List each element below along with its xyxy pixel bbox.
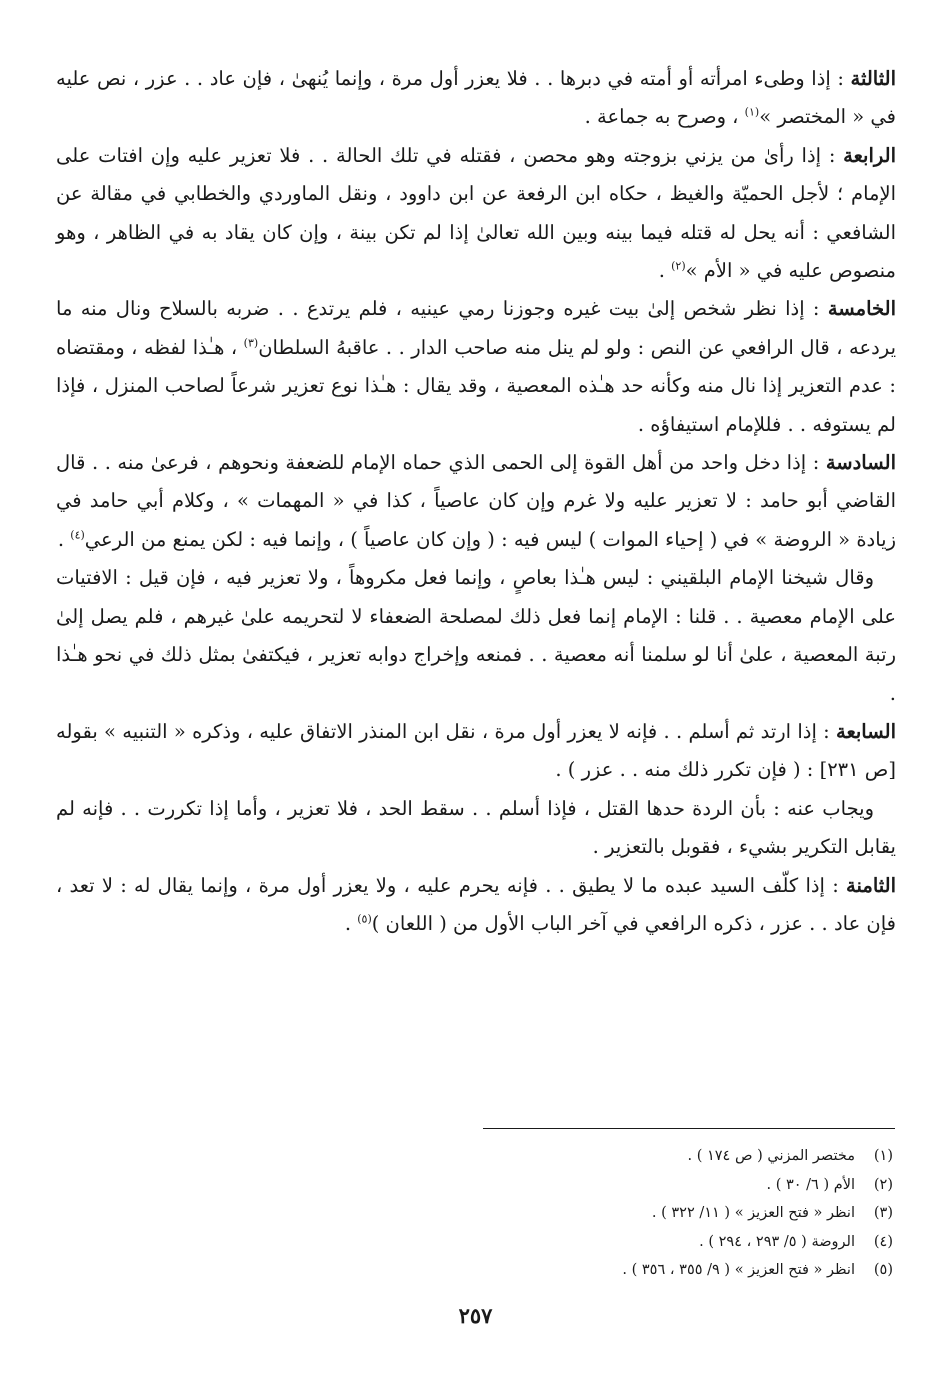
footnote-number: (٢) [873,1176,893,1193]
footnote-number: (١) [873,1148,893,1164]
footnote-text: انظر « فتح العزيز » ( ١١/ ٣٢٢ ) . [651,1205,855,1221]
footnote-item [293,1199,893,1228]
paragraph-label: الخامسة [827,297,896,321]
paragraph-text: ويجاب عنه : بأن الردة حدها القتل ، فإذا أسلم . . سقط الحد ، فلا تعزير ، وأما إذا تكررت . . فإنه لم يقابل التكرير بشيء ، فقوبل بالتعزير . [56,796,896,859]
paragraph-third [56,60,896,137]
footnote-item [293,1256,893,1285]
footnote-number: (٥) [873,1262,893,1278]
footnote-ref: (٣) [243,336,259,350]
paragraph-text: : إذا نظر شخص إلىٰ بيت غيره وجوزنا رمي عينيه ، فلم يرتدع . . ضربه بالسلاح ونال منه ما يردعه ، قال الرافعي عن النص : ولو لم ينل منه صاحب الدار . . عاقبهُ السلطان [56,297,896,359]
paragraph-fourth [56,137,896,291]
footnote-separator [483,1128,895,1129]
paragraph-text: : إذا ارتد ثم أسلم . . فإنه لا يعزر أول مرة ، نقل ابن المنذر الاتفاق عليه ، وذكره « التنبيه » بقوله [ص ٢٣١] : ( فإن تكرر ذلك منه . . عزر ) . [56,719,896,782]
footnote-number: (٣) [873,1205,893,1221]
paragraph-text-tail: . [344,911,358,935]
paragraph-text-tail: ، هـٰذا لفظه ، ومقتضاه : عدم التعزير إذا نال منه وكأنه حد هـٰذه المعصية ، وقد يقال : هـٰذا نوع تعزير شرعاً لصاحب المنزل ، فإذا لم يستوفه . . فللإمام استيفاؤه . [56,335,896,436]
footnote-item [293,1228,893,1257]
paragraph-seventh [56,713,896,790]
paragraph-text: : إذا رأىٰ من يزني بزوجته وهو محصن ، فقتله في تلك الحالة . . فلا تعزير عليه وإن افتات على الإمام ؛ لأجل الحميّة والغيظ ، حكاه ابن الرفعة عن ابن داوود ، ونقل الماوردي والخطابي في مقالة عن الشافعي : أنه يحل له قتله فيما بينه وبين الله تعالىٰ إذا لم تكن بينة ، وإن كان يقاد به في الظاهر ، وهو منصوص عليه في « الأم » [56,143,896,283]
paragraph-text: وقال شيخنا الإمام البلقيني : ليس هـٰذا بعاصٍ ، وإنما فعل مكروهاً ، ولا تعزير فيه ، فإن قيل : الافتيات على الإمام معصية . . قلنا : الإمام إنما فعل ذلك لمصلحة الضعفاء لا لتحريمه علىٰ غيرهم ، فلم يصل إلىٰ رتبة المعصية ، علىٰ أنا لو سلمنا أنه معصية . . فمنعه وإخراج دوابه تعزير ، فيكتفىٰ بمثل ذلك في نحو هـٰذا . [56,566,896,705]
footnote-text: مختصر المزني ( ص ١٧٤ ) . [687,1148,855,1164]
paragraph-text-tail: . [57,527,71,551]
paragraph-text: : إذا كلّف السيد عبده ما لا يطيق . . فإنه يحرم عليه ، ولا يعزر أول مرة ، وإنما يقال له : لا تعد ، فإن عاد . . عزر ، ذكره الرافعي في آخر الباب الأول من ( اللعان ) [56,873,896,935]
paragraph-reply [56,790,896,867]
paragraph-label: السابعة [836,719,896,743]
footnote-text: انظر « فتح العزيز » ( ٩/ ٣٥٥ ، ٣٥٦ ) . [622,1262,855,1278]
main-text [56,60,896,943]
footnote-ref: (٥) [357,912,372,926]
footnotes [293,1142,893,1285]
footnote-ref: (٤) [70,528,85,542]
paragraph-text: : إذا وطىء امرأته أو أمته في دبرها . . فلا يعزر أول مرة ، وإنما يُنهىٰ ، فإن عاد . . عزر ، نص عليه في « المختصر » [56,67,896,129]
footnote-text: الأم ( ٦/ ٣٠ ) . [766,1176,855,1193]
footnote-item [293,1171,893,1200]
paragraph-text-tail: ، وصرح به جماعة . [584,105,745,129]
paragraph-eighth [56,867,896,944]
paragraph-label: الرابعة [843,143,896,167]
page-number: ٢٥٧ [458,1303,493,1328]
paragraph-bulqini-comment [56,559,896,713]
footnote-number: (٤) [873,1233,893,1250]
paragraph-text-tail: . [658,259,672,283]
paragraph-label: الثالثة [850,67,896,90]
paragraph-label: الثامنة [846,873,896,897]
paragraph-sixth [56,444,896,559]
paragraph-fifth [56,290,896,444]
footnote-ref: (٢) [671,259,686,273]
paragraph-label: السادسة [825,451,896,475]
footnote-text: الروضة ( ٥/ ٢٩٣ ، ٢٩٤ ) . [699,1233,855,1250]
footnote-ref: (١) [744,105,760,119]
footnote-item [293,1142,893,1171]
paragraph-text: : إذا دخل واحد من أهل القوة إلى الحمى الذي حماه الإمام للضعفة ونحوهم ، فرعىٰ منه . . قال القاضي أبو حامد : لا تعزير عليه ولا غرم وإن كان عاصياً ، كذا في « المهمات » ، وكلام أبي حامد في زيادة « الروضة » في ( إحياء الموات ) ليس فيه : ( وإن كان عاصياً ) ، وإنما فيه : لكن يمنع من الرعي [56,451,896,551]
